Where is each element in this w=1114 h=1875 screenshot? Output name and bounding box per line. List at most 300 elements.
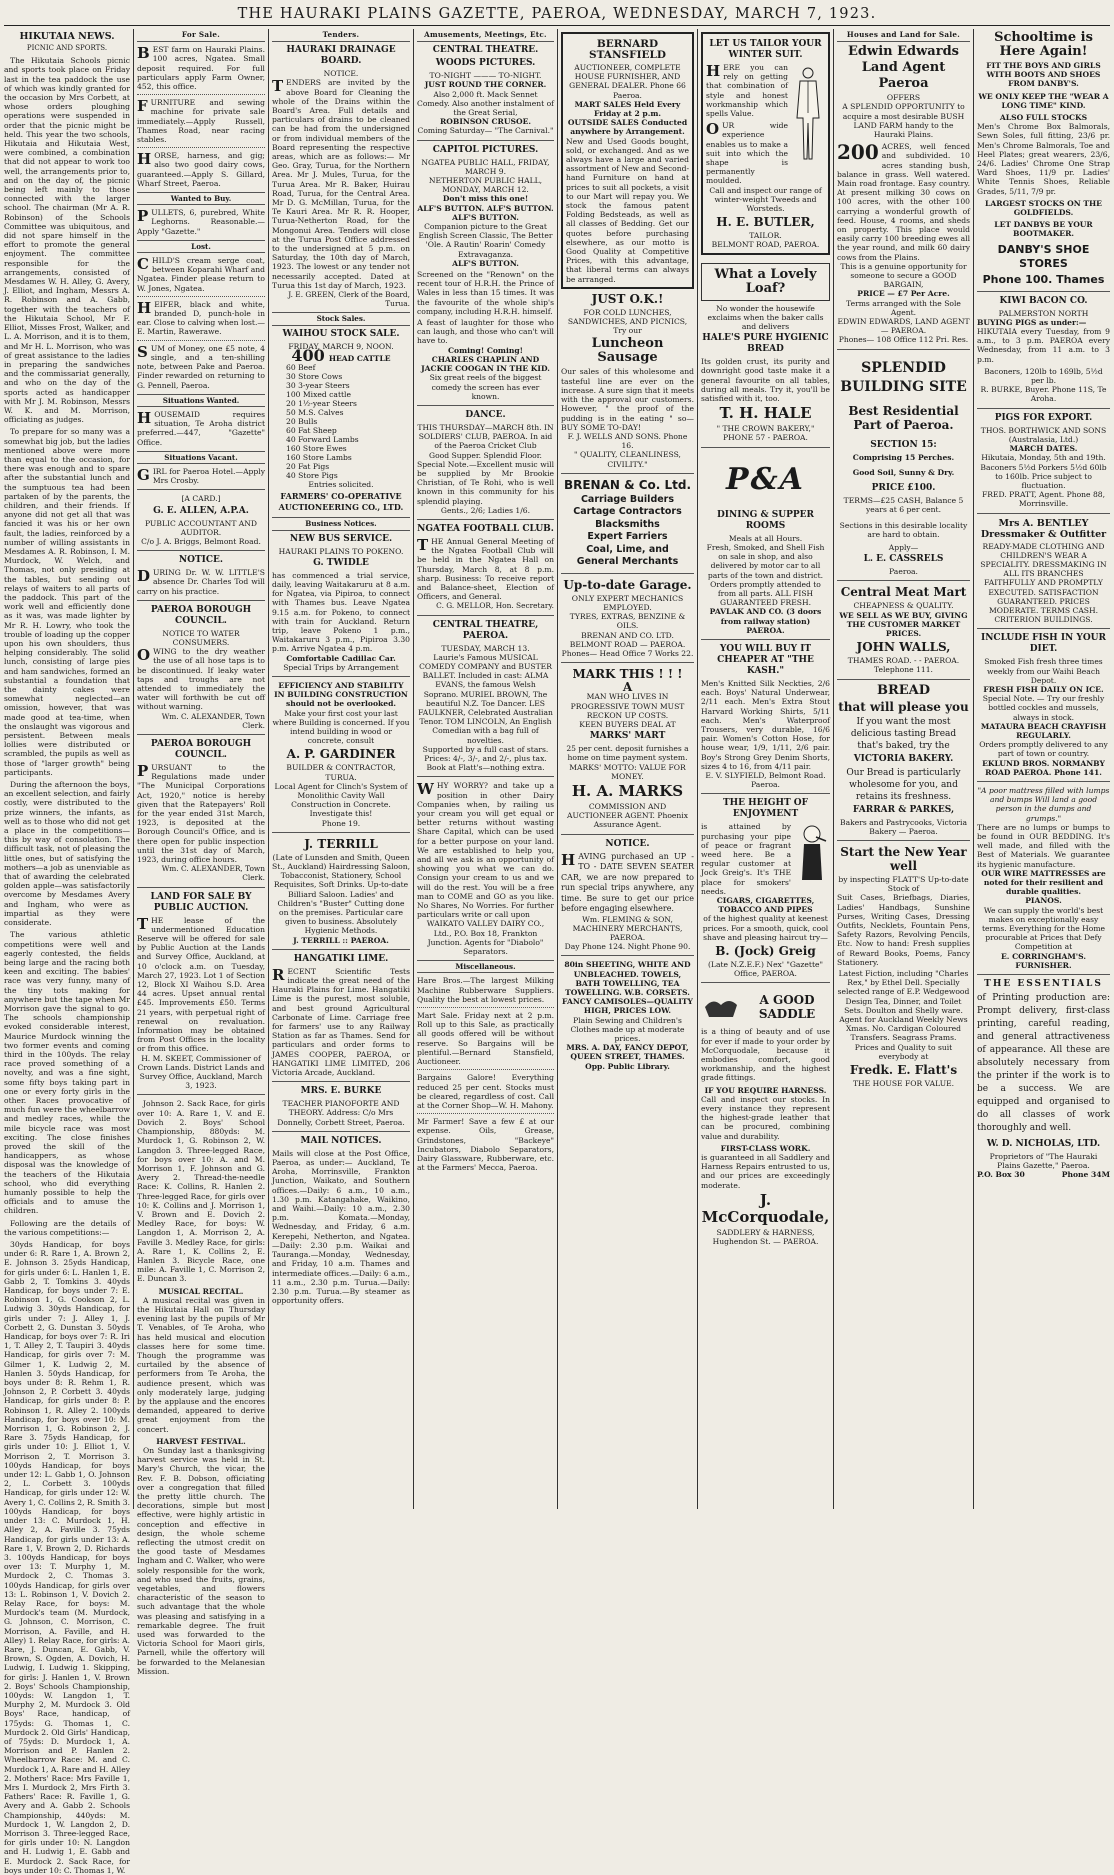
head-count: 400 (291, 345, 325, 365)
column-rule (973, 29, 974, 1509)
site-note: Sections in this desirable locality are hard to obtain. (839, 520, 968, 539)
flatt-body: Latest Fiction, including "Charles Rex," by Ethel Dell. Specially selected range of E.P. Wedgewood Design Tea, Dinner, and Toilet Sets. Doulton and Shelly ware. Agent for Auckland Weekly News Xmas. No. Cardigan Coloured Transfers. Seagrass Prams. (837, 968, 970, 1043)
theatre-subtitle: WOODS PICTURES. (435, 58, 536, 69)
head-label: HEAD CATTLE (328, 353, 391, 363)
column-tenders (272, 29, 410, 1509)
feature-body: A feast of laughter for those who can laugh, and those who can't will have to. (417, 318, 554, 346)
notice-body: TENDERS are invited by the above Board for Cleaning the whole of the Drains within the Board's Area. Full details and particulars of drains to be cleaned can be had from the undersigned or from individual members of the Board representing the respective areas, which are as follows:— Mr Geo. Gray, Turua, for the Northern Area. Mr J. Mules, Turua, for the Turua Area. Mr R. Baker, Huirau Road, Turua, for the Central Area. Mr D. G. McMillan, Turua, for the Te Kauri Area. Mr R. R. Hooper, Turua-Netherton Road, for the Mongonui Area. Tenders will close at the Turua Post Office addressed to the undersigned at 5 p.m. on Saturday, the 10th day of March, 1923. The lowest or any tender not necessarily accepted. Dated at Turua this 1st day of March, 1923. (272, 77, 410, 290)
agent-phones: Phones— 108 Office 112 Pri. Res. (838, 335, 969, 345)
column-rule (697, 29, 698, 1509)
serial-title: ROBINSON CRUSOE. (439, 117, 532, 127)
fish-special: Special Note. — Try our freshly bottled cockles and mussels, always in stock. (982, 694, 1105, 722)
pavlak-logo-icon: P&A (726, 462, 805, 498)
column-amusements (417, 29, 554, 1509)
bus-body: has commenced a trial service, daily, leaving Waitakaruru at 8 a.m. for Ngatea, via Pipiroa, to connect with Thames bus. Leave Ngatea 9.15 a.m. for Pokeno, to connect with train for Auckland. Return trip, leave Pokeno 1 p.m., Waitakaruru 3 p.m., Pipiroa 3.30 p.m. Arrive Ngatea 4 p.m. (272, 570, 410, 654)
garage-heading: Up-to-date Garage. (563, 577, 692, 592)
cattle-item: 40 Forward Lambs (286, 435, 359, 445)
tailor-body: Call and inspect our range of winter-weight Tweeds and Worsteds. (709, 185, 822, 214)
article-paragraph: Johnson 2. Sack Race, for girls over 10: A. Rare 1, V. and E. Dovich 2. Boys' School Championship, 880yds: M. Murdock 1, G. Robinson 2, W. Langdon 3. Three-legged Race, for boys over 10: A. and M. Morrison 1, F. Johnson and G. Avery 2. Thread-the-needle Race: K. Collins, R. Hanlen 2. Three-legged Race, for girls over 10: K. Collins and J. Morrison 1, V. Brown and E. Dovich 2. Medley Race, for boys: W. Langdon 1, A. Morrison 2, A. Faville 3. Medley Race, for girls: A. Rare 1, K. Collins 2, E. Hanlen 3. Bicycle Race, one mile: A. Faville 1, C. Morrison 2, E. Duncan 3. (137, 1099, 265, 1284)
flatt-heading: Start the New Year well (840, 844, 967, 873)
mattress-body: There are no lumps or bumps to be found in OUR BEDDING. It's well made, and filled with the Best of Materials. We guarantee its hygienic manufacture. (977, 822, 1110, 869)
masthead-rule (4, 25, 1110, 26)
article-paragraph: On Sunday last a thanksgiving harvest service was held in St. Mary's Church, the vicar, the Rev. F. B. Dobson, officiating over a congregation that filled the pretty little church. The decorations, simple but most effective, were highly artistic in conception and effective in design, the whole scheme reflecting the utmost credit on the good taste of Mesdames Ingham and C. Walker, who were solely responsible for the work, and who used the fruits, grains, vegetables, and flowers characteristic of the season to such advantage that the whole was pleasing and satisfying in a remarkable degree. The fruit used was forwarded to the Victoria School for Maori girls, Parnell, while the offertory will be forwarded to the Melanesian Mission. (137, 1446, 265, 1676)
dairy-signature: WAIKATO VALLEY DAIRY CO., Ltd., P.O. Box 18, Frankton Junction. Agents for "Diabolo" Separators. (426, 919, 545, 957)
builder-title: BUILDER & CONTRACTOR, TURUA. (286, 763, 396, 782)
saddler-sub: SADDLERY & HARNESS, Hughendon St. — PAEROA. (712, 1227, 819, 1247)
tailor-address: BELMONT ROAD, PAEROA. (711, 240, 820, 250)
brenan-name: BRENAN & Co. Ltd. (563, 477, 692, 492)
classified-ad: FURNITURE and sewing machine for private sale immediately.—Apply Russell, Thames Road, near racing stables. (137, 97, 265, 145)
kash-body: Men's Knitted Silk Neckties, 2/6 each. Boys' Natural Underwear, 2/11 each. Men's Extra Stout Harvard Working Shirts, 5/11 each. Men's Waterproof Trousers, very durable, 16/6 pair. Women's Cotton Hose, for house wear, 1/9, 1/11, 2/6 pair. Boy's Strong Grey Denim Shorts, sizes 4 to 16, from 4/11 pair. (701, 678, 830, 771)
notice-subtitle: NOTICE TO WATER CONSUMERS. (162, 628, 240, 647)
bus-title: NEW BUS SERVICE. (289, 533, 393, 544)
marks-motto: MARKS' MOTTO: VALUE FOR MONEY. (569, 762, 686, 781)
feature-body: Companion picture to the Great English Screen Classic, The Better 'Ole. A Rautin' Roarin' Comedy Extravaganza. (418, 222, 553, 259)
drapery-note: Plain Sewing and Children's Clothes made up at moderate prices. (570, 1015, 685, 1044)
saddle-heading: A GOOD SADDLE (758, 993, 816, 1022)
marks-mart: MARKS' MART (589, 731, 666, 742)
danby-heading: Schooltime is Here Again! (994, 30, 1093, 59)
site-heading: BUILDING SITE (840, 378, 967, 395)
farm-terms: Terms arranged with the Sole Agent. (846, 298, 961, 317)
feature-title: CHARLES CHAPLIN AND JACKIE COOGAN IN THE KID. (421, 354, 550, 374)
agent-signature: EDWIN EDWARDS, LAND AGENT — PAEROA. (837, 317, 970, 336)
classified-ad: HEIFER, black and white, branded D, punch-hole in ear. Close to calving when lost.—E. Martin, Rawerawe. (137, 298, 265, 337)
builder-name: A. P. GARDINER (286, 747, 396, 762)
terrill-body: (Late of Lunsden and Smith, Queen St., Auckland) Hairdressing Saloon, Tobacconist, Stationery, School Requisites, Soft Drinks. Up-to-date Billiard Saloon. Ladies' and Children's "Buster" Cutting done on the premises. Particular care given to business. Absolutely Hygienic Methods. (272, 852, 410, 936)
fish-orders: Orders promptly delivered to any part of town or country. (979, 740, 1108, 759)
cattle-item: 60 Fat Sheep (286, 426, 337, 436)
teacher-title: MRS. E. BURKE (300, 1086, 382, 1097)
section-header: Business Notices. (272, 517, 410, 530)
tailor-body: HERE you can rely on getting that combination of style and honest workmanship which spells Value. (706, 62, 788, 119)
column-rule (413, 29, 414, 1509)
site-terms: TERMS—£25 CASH, Balance 5 years at 6 per cent. (843, 496, 964, 515)
dance-price: Gents., 2/6; Ladies 1/6. (440, 505, 531, 515)
notice-signature: Wm. FLEMING & SON, MACHINERY MERCHANTS, PAEROA. (572, 914, 683, 942)
site-soil: Good Soil, Sunny & Dry. (852, 467, 955, 477)
stansfield-ad (561, 32, 694, 289)
export-dates: MARCH DATES. (1009, 444, 1078, 454)
saddle-body: is a thing of beauty and of use for ever if made to your order by McCorquodale, because it embodies comfort, good workmanship, and the highest grade fittings. (701, 1027, 830, 1083)
mattress-note: OUR WIRE MATTRESSES are noted for their resilient and durable qualities. (981, 868, 1106, 897)
bread-body: If you want the most delicious tasting Bread that's baked, try the (850, 716, 957, 751)
pianos-heading: PIANOS. (1025, 896, 1062, 906)
terrill-signature: J. TERRILL :: PAEROA. (293, 935, 389, 945)
column-rule (833, 29, 834, 1509)
dance-title: DANCE. (465, 409, 506, 420)
greig-name: B. (Jock) Greig (715, 944, 816, 958)
column-land (837, 29, 970, 1509)
column-rule (133, 29, 134, 1509)
notice-signature: H. M. SKEET, Commissioner of Crown Lands. District Lands and Survey Office, Auckland, March 3, 1923. (137, 1053, 265, 1091)
fish-heading: INCLUDE FISH IN YOUR DIET. (981, 633, 1106, 655)
column-hikutaia-news (4, 29, 130, 1875)
brenan-service: Carriage Builders (580, 493, 675, 505)
phone-number: Phone 34M (1061, 1170, 1110, 1180)
lunch-motto: " QUALITY, CLEANLINESS, CIVILITY." (574, 450, 681, 469)
fish-signature: EKLUND BROS. NORMANBY ROAD PAEROA. Phone 141. (982, 758, 1105, 777)
classified-ad: PULLETS, 6, purebred, White Leghorns. Reasonable.—Apply "Gazette." (137, 207, 265, 236)
lunch-signature: F. J. WELLS AND SONS. Phone 16. (567, 431, 688, 451)
theatre-title: CENTRAL THEATRE, PAEROA. (432, 619, 539, 641)
feature-body: Screened on the "Renown" on the recent tour of H.R.H. the Prince of Wales in less than 15 times. It was the favourite of the whole ship's company, including H.R.H. himself. (417, 270, 554, 316)
notice-body: PURSUANT to the Regulations made under "The Municipal Corporations Act, 1920," notice is hereby given that the Ratepayers' Roll for the year ended 31st March, 1923, is deposited at the Borough Council's Office, and is there open for public inspection until the 31st day of March, 1923, during office hours. (137, 761, 265, 865)
justok-heading: JUST O.K.! (591, 291, 664, 306)
cattle-item: 20 Bulls (286, 417, 318, 427)
site-town: Paeroa. (889, 567, 918, 577)
bus-subtitle: HAURAKI PLAINS TO POKENO. (278, 546, 404, 556)
marks-acrostic (561, 692, 694, 729)
drapery-signature: MRS. A. DAY, FANCY DEPOT, QUEEN STREET, THAMES. Opp. Public Library. (566, 1043, 689, 1071)
danby-stocks: Men's Chrome Box Balmorals, Sewn Soles, full fitting, 23/6 pr. Men's Chrome Balmorals, Toe and Heel Plates; great wearers, 23/6, 24/6. Ladies' Chrome One Strap Ward Shoes, 11/9 pr. Ladies' White Tennis Shoes, Reliable Grades, 5/11, 7/9 pr. (977, 122, 1110, 196)
misc-ad: Bargains Galore! Everything reduced 25 per cent. Stocks must be cleared, regardless of cost. Call at the Corner Shop—W. H. Mahony. (417, 1073, 554, 1110)
tailor-heading: LET US TAILOR YOUR WINTER SUIT. (709, 39, 822, 60)
harness-body: Call and inspect our stocks. In every instance they represent the highest-grade leather that can be procured, combining value and durability. (701, 1094, 830, 1141)
loaf-banner (701, 263, 830, 301)
outside-sales: OUTSIDE SALES Conducted anywhere by Arrangement. (567, 118, 688, 137)
cattle-item: 30 3-year Steers (286, 381, 350, 391)
feature-title: ALF'S BUTTON. ALF'S BUTTON. ALF'S BUTTON. (417, 203, 554, 222)
results-paragraph: 30yds Handicap, for boys under 6: R. Rare 1, A. Brown 2, E. Johnson 3. 25yds Handicap, for girls under 6: L. Hanlen 1, E. Gabb 2, T. Tomkins 3. 40yds Handicap, for boys under 7: E. Robinson 1, G. Cookson 2, L. Ludwig 3. 30yds Handicap, for girls under 7: J. Alley 1, J. Corbett 2, G. Dunstan 3. 50yds Handicap, for boys over 7: R. Iri 1, T. Alley 2, T. Taupiri 3. 40yds Handicap, for girls over 7: M. Gilmer 1, K. Ludwig 2, M. Hanlen 3. 50yds Handicap, for boys under 8: R. Rehm 1, R. Johnson 2, P. Corbett 3. 40yds Handicap, for girls under 8: P. Robinson 1, R. Alley 2. 100yds Handicap, for boys over 10: M. Morrison 1, G. Robinson 2, J. Rare 3. 75yds Handicap, for girls under 10: J. Elliot 1, V. Morrison 2, T. Morrison 3. 100yds Handicap, for boys under 12: L. Gabb 1, O. Johnson 2, L. Corbett 3. 100yds Handicap, for girls under 12: W. Avery 1, C. Collins 2, R. Smith 3. 100yds Handicap, for boys under 13: C. Murdock 1, H. Alley 2, A. Faville 3. 75yds Handicap, for girls under 13: A. Rare 1, V. Brown 2, D. Richards 3. 100yds Handicap, for boys over 13: T. Murphy 1, M. Murdock 2, C. Thomas 3. 100yds Handicap, for girls over 13: L. Robinson 1, V. Dovich 2. Relay Race, for boys: M. Murdock's team (M. Murdock, G. Johnson, C. Morrison, C. Morrison, A. Faville, and H. Alley) 1. Relay Race, for girls: A. Rare, J. Duncan, E. Gabb, V. Brown, S. Ogden, A. Dovich, H. Ludwig, I. Ludwig 1. Skipping, for girls: J. Hanlen 1, V. Brown 2. Boys' Schools Championship, 100yds: W. Langdon 1, T. Murphy 2, M. Murdock 3. Old Boys' Race, handicap, of 175yds: G. Thomas 1, C. Murdock 2. Old Girls' Handicap, of 75yds: D. Murdock 1, A. Morrison and P. Hanlen 2. Wheelbarrow Race: M. and C. Murdock 1, A. Rare and H. Alley 2. Mothers' Race: Mrs Faville 1, Mrs I. Murdock 2, Mrs Firth 3. Fathers' Race: R. Faville 1, G. Avery and A. Gabb 2. Schools Championship, 440yds: M. Murdock 1, W. Langdon 2, D. Morrison 3. Three-legged Race, for girls under 10: N. Langdon and H. Ludwig 1, E. Gabb and E. Murdock 2. Sack Race, for boys under 10: C. Thomas 1, W. (4, 1240, 130, 1875)
column-rule (268, 29, 269, 1509)
lunch-product: Luncheon Sausage (591, 336, 664, 366)
classified-ad: CHILD'S cream serge coat, between Koparahi Wharf and Ngatea. Finder please return to W. Jones, Ngatea. (137, 255, 265, 293)
column-ads-c (977, 29, 1110, 1509)
cattle-item: 30 Store Cows (286, 372, 343, 382)
bread-subheading: that will please you (838, 699, 969, 714)
terrill-name: J. TERRILL (304, 836, 378, 851)
site-size: Comprising 15 Perches. (852, 452, 955, 462)
classified-ad: SUM of Money, one £5 note, 4 single, and a ten-shilling note, between Pake and Paeroa. Finder rewarded on returning to G. Pennell, Paeroa. (137, 342, 265, 390)
theatre-date: TUESDAY, MARCH 13. (441, 643, 530, 653)
mail-title: MAIL NOTICES. (300, 1135, 382, 1146)
printer-name: W. D. NICHOLAS, LTD. (986, 1139, 1101, 1150)
article-subtitle: MUSICAL RECITAL. (158, 1286, 244, 1296)
bus-trips: Special Trips by Arrangement (283, 662, 399, 672)
card-line: PUBLIC ACCOUNTANT AND AUDITOR. (144, 518, 258, 537)
hale-signature: " THE CROWN BAKERY," PHONE 57 - PAEROA. (716, 424, 815, 443)
misc-ad: Mr Farmer! Save a few £ at our expense. Oils, Grease, Grindstones, "Backeye" Incubators, Diabolo Separators, Dairy Glassware, Rubberware, etc. at the Farmers' Mecca, Paeroa. (417, 1117, 554, 1173)
notice-signature: Wm. C. ALEXANDER, Town Clerk. (161, 864, 265, 883)
bus-owner: G. TWIDLE (313, 557, 369, 568)
cattle-item: 40 Store Pigs (286, 471, 338, 481)
meat-sub: CHEAPNESS & QUALITY. (853, 601, 954, 611)
baker-name: FARRAR & PARKES, (852, 804, 955, 815)
flatt-body: Prices and Quality to suit everybody at (854, 1042, 953, 1061)
sale-company: FARMERS' CO-OPERATIVE AUCTIONEERING CO., LTD. (278, 491, 404, 513)
smoker-figure-icon (794, 822, 830, 882)
section-header: Houses and Land for Sale. (837, 29, 970, 42)
saddle-icon (701, 987, 741, 1027)
card-name: G. E. ALLEN, A.P.A. (153, 505, 249, 516)
bakery-name: VICTORIA BAKERY. (853, 753, 954, 764)
export-agent: FRED. PRATT, Agent. Phone 88, Morrinsville. (981, 490, 1106, 509)
fish-crayfish: MATAURA BEACH CRAYFISH REGULARLY. (980, 721, 1107, 740)
po-box: P.O. Box 30 (977, 1170, 1025, 1180)
article-paragraph: A musical recital was given in the Hikutaia Hall on Thursday evening last by the pupils of Mr T. Venables, of Te Aroha, who has held musical and elocution classes here for some time. Though the programme was curtailed by the absence of performers from Te Aroha, the audience present, which was only moderately large, judging by the applause and the encores demanded, appeared to derive great enjoyment from the concert. (137, 1295, 265, 1434)
theatre-title: CENTRAL THEATRE. (432, 45, 539, 56)
brenan-services (561, 494, 694, 569)
site-agent: L. E. CASSRELS (863, 554, 944, 565)
danby-phone: Phone 100. Thames (982, 272, 1105, 286)
meat-name: JOHN WALLS, (856, 640, 951, 655)
sale-title: WAIHOU STOCK SALE. (282, 328, 400, 339)
cattle-item: 20 1½-year Steers (286, 399, 357, 409)
meeting-title: NGATEA FOOTBALL CLUB. (417, 523, 554, 534)
greig-sub: (Late N.Z.E.F.) Nex' "Gazette" Office, PAEROA. (707, 960, 824, 979)
agent-title: Land Agent (861, 60, 946, 76)
kiwi-sub: PALMERSTON NORTH (998, 308, 1089, 318)
pavlak-subtitle: Meals at all Hours. (728, 533, 803, 543)
danby-bootmaker: LET DANBYS BE YOUR BOOTMAKER. (994, 220, 1093, 239)
danby-stores: DANBY'S SHOE STORES (997, 242, 1090, 270)
farm-price: PRICE — £7 Per Acre. (857, 289, 950, 299)
pigs-price: Baconers, 120lb to 169lb, 5½d per lb. (984, 366, 1103, 386)
lunch-head: FOR COLD LUNCHES, SANDWICHES, AND PICNICS, Try our (567, 307, 688, 336)
classified-ad: HOUSEMAID requires situation, Te Aroha district preferred.—447, "Gazette" Office. (137, 408, 265, 447)
marks-acrostic-line: MAN WHO LIVES IN (586, 692, 669, 702)
theatre-body: Laurie's Famous MUSICAL COMEDY COMPANY and BUSTER BALLET. Included in cast: ALMA EVANS, the famous Welsh Soprano. MURIEL BROWN, The beautiful N.Z. Toe Dancer. LES FAULKNER, Celebrated Australian Tenor. TOM LINCOLN, An English Comedian with a bag full of novelties. (418, 652, 553, 745)
section-header: Situations Vacant. (137, 451, 265, 464)
flatt-body: Suit Cases, Briefbags, Diaries, Ladies' Handbags, Sunshine Purses, Writing Cases, Dressing Outfits, Necklets, Fountain Pens, Safety Razors, Revolving Pencils, Etc. Now to hand: Fresh supplies of Reward Books, Poems, Fancy Stationery. (837, 893, 970, 967)
stansfield-text: New and Used Goods bought, sold, or exchanged. And as we always have a large and varied assortment of New and Second-hand Furniture on hand at prices to suit all pockets, a visit to our Mart will repay you. We stock the famous patent Folding Bedsteads, as well as all classes of Bedding. Get our quotes before purchasing elsewhere, as our motto is Good Quality at Competitive Prices, with this advantage, that liberal terms can always be arranged. (566, 136, 690, 284)
work-body: is guaranteed in all Saddlery and Harness Repairs entrusted to us, and our prices are exceedingly moderate. (701, 1153, 830, 1190)
article-paragraph: The Hikutaia Schools picnic and sports took place on Friday last in the tea paddock the use of which was kindly granted for the occasion by Mrs Corbett, at whose orders ploughing operations were suspended in order that the picnic might be held. This year the two schools, Hikutaia and Hikutaia West, were combined, a combination that did not appear to work too well, the arrangements prior to, and on the day of, the picnic being left mainly to those connected with the larger school. The chairman (Mr A. R. Robinson) of the Schools Committee was ubiquitous, and did not spare himself in the effort to promote the general enjoyment. The committee responsible for the arrangements, consisted of Mesdames W. H. Alley, G. Avery, J. Elliot, and Ingham, Messrs A. R. Robinson and A. Gabb, together with the teachers of the Hikutaia School, Mr F. Elliot, Misses Frost, Walker, and L. A. Morrison, and it is to them, and Mr H. L. Morrison, who was of great assistance to the ladies in preparing the sandwiches and the commissariat generally, and who on the day of the sports acted as handicapper with Mr J. M. Robinson, Messrs W. K. and M. Morrison, officiating as judges. (4, 56, 130, 425)
section-header: For Sale. (137, 29, 265, 42)
agent-name: Edwin Edwards (848, 44, 959, 60)
section-header: Wanted to Buy. (137, 192, 265, 205)
lime-title: HANGATIKI LIME. (293, 953, 389, 964)
marks-acrostic-line: PROGRESSIVE TOWN MUST (570, 701, 685, 711)
danby-keep: WE ONLY KEEP THE "WEAR A LONG TIME" KIND. (978, 91, 1109, 110)
notice-signature: J. E. GREEN, Clerk of the Board, Turua. (288, 290, 410, 309)
feature-body: Also 2,000 ft. Mack Sennet Comedy. Also another instalment of the Great Serial, (417, 89, 554, 118)
theatre-note: Supported by a full cast of stars. (422, 744, 549, 754)
article-subtitle: HARVEST FESTIVAL. (156, 1436, 246, 1446)
export-heading: PIGS FOR EXPORT. (994, 412, 1093, 423)
builder-phone: Phone 19. (321, 818, 361, 828)
notice-body: HAVING purchased an UP - TO - DATE SEVEN SEATER CAR, we are now prepared to run special trips anywhere, any time. Be sure to get our price before engaging elsewhere. (561, 850, 694, 914)
mattress-heading: "A poor mattress filled with lumps and bumps Will land a good person in the dumps and grumps." (977, 785, 1110, 823)
flatt-sub: by inspecting FLATT'S Up-to-date Stock of (838, 874, 969, 894)
column-ads-a (561, 29, 694, 1509)
printing-heading: THE ESSENTIALS (984, 979, 1103, 990)
brenan-service: Cartage Contractors (573, 506, 682, 518)
hale-name: T. H. HALE (719, 404, 812, 423)
work-heading: FIRST-CLASS WORK. (720, 1143, 811, 1153)
notice-title: PAEROA BOROUGH COUNCIL. (150, 738, 252, 760)
flatt-slogan: THE HOUSE FOR VALUE. (852, 1079, 955, 1088)
marks-acrostic-line: RECKON UP COSTS. (586, 710, 669, 720)
notice-body: OWING to the dry weather the use of all hose taps is to be discontinued. If leaky water taps and troughs are not attended to immediately the water will forthwith be cut off without warning. (137, 646, 265, 712)
notice-title: HAURAKI DRAINAGE BOARD. (286, 45, 396, 67)
column-classifieds (137, 29, 265, 1676)
section-header: Situations Wanted. (137, 394, 265, 407)
article-paragraph: During the afternoon the boys, an excellent selection, and fairly costly, were distributed to the prize winners, the infants, as well as to those who did not get a place in the competitions—this by way of consolation. The difficult task, not of pleasing the little ones, but of satisfying the mothers—a job as unenviable as that of awarding the celebrated golden apple—was satisfactorily overcome by Mesdames Avery and Ingham, who were as impartial as they were considerate. (4, 780, 130, 928)
marks-letter: A (622, 680, 633, 695)
notice-body: THE lease of the undermentioned Education Reserve will be offered for sale by Public Auction at the Lands and Survey Office, Auckland, at 10 o'clock a.m. on Tuesday, March 27, 1923. Lot 1 of Section 12, Block XI Waihou S.D. Area 44 acres. Upset annual rental £45. Improvements £50. Terms 21 years, with perpetual right of renewal on revaluation. Information may be obtained from Post Offices in the locality or from this office. (137, 914, 265, 1054)
stansfield-body: AUCTIONEER, COMPLETE HOUSE FURNISHER, AND GENERAL DEALER. Phone 66 Paeroa. (569, 63, 686, 100)
agent-town: Paeroa (878, 76, 929, 92)
pavlak-body: Fresh, Smoked, and Shell Fish on sale in shop, and also delivered by motor car to all parts of the town and district. Orders promptly attended to from all parts. ALL FISH GUARANTEED FRESH. (706, 542, 825, 608)
tailor-ad (701, 32, 830, 255)
feature-title: JUST ROUND THE CORNER. (424, 80, 547, 90)
site-section: SECTION 15: (870, 439, 937, 450)
dance-supper: Good Supper. Splendid Floor. (429, 450, 542, 460)
venue: NGATEA PUBLIC HALL, FRIDAY, MARCH 9. (421, 157, 550, 176)
garage-phones: Phones— Head Office 7 Works 22. (561, 648, 694, 658)
site-heading: SPLENDID (861, 359, 946, 376)
dressmaker-heading: Mrs A. BENTLEY Dressmaker & Outfitter (980, 517, 1107, 540)
notice-phone: Day Phone 124. Night Phone 90. (564, 942, 691, 952)
furnisher-name: E. CORRINGHAM'S. FURNISHER. (1001, 951, 1086, 970)
cattle-item: 160 Store Lambs (286, 453, 352, 463)
section-header: Amusements, Meetings, Etc. (417, 29, 554, 42)
tailor-body: OUR wide experience enables us to make a suit into which the shape is permanently moulded. (706, 120, 788, 186)
feature-body: Six great reels of the biggest comedy the screen has ever known. (429, 373, 542, 401)
kash-heading: YOU WILL BUY IT CHEAPER AT "THE KASH." (717, 643, 814, 676)
loaf-heading: What a Lovely Loaf? (714, 266, 817, 296)
classified-ad: BEST farm on Hauraki Plains. 100 acres, Ngatea. Small deposit required. For full particulars apply Farm Owner, 452, this office. (137, 44, 265, 92)
classified-ad: GIRL for Paeroa Hotel.—Apply Mrs Crosby. (137, 465, 265, 486)
offers: OFFERS (886, 93, 921, 103)
promo-line: Don't miss this one! (442, 194, 529, 204)
brenan-service: Blacksmiths (595, 518, 660, 530)
coming-note: Coming Saturday— "The Carnival." (417, 126, 554, 136)
column-ads-b (701, 29, 830, 1509)
brenan-service: Expert Farriers (587, 531, 668, 543)
theatre-prices: Prices: 4/-, 3/-, and 2/-, plus tax. Book at Flatt's—nothing extra. (424, 754, 547, 773)
garage-line: TYRES, EXTRAS, BENZINE & OILS. (569, 612, 686, 631)
meeting-body: THE Annual General Meeting of the Ngatea Football Club will be held in the Ngatea Hall on Thursday, March 8, at 8 p.m. sharp. Business: To receive report and Balance-sheet, Election of Officers, and General. (417, 535, 554, 602)
cattle-item: 20 Fat Pigs (286, 462, 330, 472)
harness-heading: IF YOU REQUIRE HARNESS. (704, 1085, 827, 1095)
pianos-body: We can supply the world's best makes on exceptionally easy terms. Everything for the Home procurable at Prices that Defy Competition at (981, 905, 1106, 952)
dressmaker-body: READY-MADE CLOTHING AND CHILDREN'S WEAR A SPECIALITY. DRESSMAKING IN ALL ITS BRANCHES FAITHFULLY AND PROMPTLY EXECUTED. SATISFACTION GUARANTEED. PRICES MODERATE. TERMS CASH. CRITERION BUILDINGS. (980, 541, 1107, 625)
marks-acrostic-line: KEEN BUYERS DEAL AT (579, 719, 676, 729)
brenan-service: General Merchants (576, 556, 679, 568)
sale-date: FRIDAY, MARCH 9, NOON. (288, 341, 394, 351)
pavlak-signature: PAVLAK AND CO. (3 doors from railway station) PAEROA. (709, 607, 822, 635)
garage-line: ONLY EXPERT MECHANICS EMPLOYED. (571, 593, 684, 612)
coming-note: Coming! Coming! (447, 345, 524, 355)
article-paragraph: To prepare for so many was a somewhat big job, but the ladies mentioned above were more than equal to the occasion, for there was enough and to spare after the substantial lunch and the sumptuous tea had been partaken of by the parents, the children, and their friends. If anyone did not get all that was fancied it was his or her own fault, the ladies, reinforced by a number of willing assistants in Mesdames A. R. Robinson, I. M. Murdock, W. Welch, and Thomas, not only presiding at the tables, but sending out relays of waiters to all parts of the paddock. This part of the work well and efficiently done as it was, was made lighter by Mr R. H. Lowry, who took the trouble of loading up the copper upon his own shoulders, thus helping considerably. The solid lunch, consisting of large pies and ham sandwiches, formed an substantial a foundation that the dainty cakes were somewhat neglected—an omission, however, that was made good at tea-time, when the onslaught was vigorous and persistent. Between meals lollies were distributed or scrambled, the pupils as well as those of "larger growth" being participants. (4, 427, 130, 777)
greig-cigars: CIGARS, CIGARETTES, TOBACCO AND PIPES (716, 895, 815, 915)
kash-signature: E. V. SLYFIELD, Belmont Road. Paeroa. (705, 770, 826, 790)
garage-signature: BRENAN AND CO. LTD. BELMONT ROAD — PAEROA. (569, 630, 686, 649)
card-line: C/o J. A. Briggs, Belmont Road. (141, 536, 261, 546)
tailor-title: TAILOR. (749, 231, 782, 241)
lime-body: RECENT Scientific Tests indicate the great need of the Hauraki Plains for Lime. Hangatiki Lime is the purest, most soluble, and best ground Agricultural Carbonate of Lime. Carriage free for farmers' use to any Railway Station as far as Thames. Send for particulars and order forms to JAMES COOPER, PAEROA, or HANGATIKI LIME LIMITED, 206 Victoria Arcade, Auckland. (272, 965, 410, 1078)
greig-body: is attained by purchasing your pipe of peace or fragrant weed here. Be a regular customer at Jock Greig's. It's THE place for smokers' needs. (701, 822, 791, 896)
drapery-ad: 80in SHEETING, WHITE AND UNBLEACHED. TOWELS, BATH TOWELLING, TEA TOWELLING. W.B. CORSETS. FANCY CAMISOLES—QUALITY HIGH, PRICES LOW. (562, 960, 693, 1016)
bread-body: Our Bread is particularly wholesome for you, and retains its freshness. (846, 767, 961, 802)
bread-heading: BREAD (876, 682, 931, 698)
notice-title: NOTICE. (178, 555, 224, 566)
meat-address: THAMES ROAD. - - PAEROA. Telephone 111. (847, 656, 960, 675)
section-header: Tenders. (272, 29, 410, 42)
export-body: Hikutaia, Monday, 5th and 19th. Baconers 5½d Porkers 5½d 60lb to 160lb. Price subject to fluctuation. (980, 453, 1107, 490)
dance-body: THIS THURSDAY—MARCH 8th. IN SOLDIERS' CLUB, PAEROA. In aid of the Paeroa Cricket Club (417, 422, 554, 451)
hale-bread: HALE'S PURE HYGIENIC BREAD (702, 333, 829, 355)
section-header: Stock Sales. (272, 312, 410, 325)
greig-body: of the highest quality at keenest prices. For a smooth, quick, cool shave and pleasing haircut try— (702, 914, 829, 942)
pavlak-title: DINING & SUPPER ROOMS (717, 509, 814, 531)
cattle-list (272, 363, 424, 480)
site-price: PRICE £100. (871, 483, 936, 494)
danby-fit: FIT THE BOYS AND GIRLS WITH BOOTS AND SHOES FROM DANBY'S. (986, 61, 1101, 89)
pigs-buyer: R. BURKE, Buyer. Phone 11S, Te Aroha. (980, 385, 1107, 404)
venue: NETHERTON PUBLIC HALL, MONDAY, MARCH 12. (428, 176, 543, 195)
marks-sub: COMMISSION AND AUCTIONEER AGENT. Phoenix Assurance Agent. (566, 801, 689, 830)
dance-notice: Special Note.—Excellent music will be supplied by Mr Brookie Christian, of Te Rohi, who is well known in this community for his splendid playing. (417, 459, 554, 506)
builder-body: Make your first cost your last where Building is concerned. If you intend building in wood or concrete, consult (272, 708, 410, 746)
fish-daily: FRESH FISH DAILY ON ICE. (983, 684, 1104, 694)
classified-ad: HORSE, harness, and gig; also two good dairy cows, guaranteed.—Apply S. Gillard, Wharf Street, Paeroa. (137, 150, 265, 188)
pigs-heading: BUYING PIGS as under:— (977, 317, 1087, 327)
notice-title: PAEROA BOROUGH COUNCIL. (150, 604, 252, 626)
mart-sales: MART SALES Held Every Friday at 2 p.m. (574, 99, 681, 119)
brenan-service: Coal, Lime, and (586, 543, 669, 555)
article-paragraph: Following are the details of the various competitions:— (4, 1218, 130, 1237)
cattle-item: 60 Beef (286, 363, 316, 373)
printing-body: of Printing production are: Prompt delivery, first-class printing, careful reading, and general attractiveness of appearance. All these are absolutely necessary from the printer if the work is to be a success. We are equipped and organised to do all classes of work thoroughly and well. (977, 993, 1110, 1134)
dairy-ad: WHY WORRY? and take up a position in other Dairy Companies when, by railing us your cream you will get equal or better returns without wasting Share Capital, which can be used for a better purpose on your land. We are established to help you, and all we ask is an opportunity of showing you what we can do. Consign your cream to us and we will do the rest. You will be a free man to COME and GO as you like. No Shares, No Worries. For further particulars write or call upon (417, 780, 554, 920)
meeting-signature: C. G. MELLOR, Hon. Secretary. (436, 601, 554, 611)
bus-car: Comfortable Cadillac Car. (286, 653, 396, 663)
baker-sub: Bakers and Pastrycooks, Victoria Bakery — Paeroa. (840, 817, 967, 836)
mail-body: Mails will close at the Post Office, Paeroa, as under:— Auckland, Te Aroha, Morrinsville, Frankton Junction, Waikato, and Southern offices.—Daily: 6 a.m., 10 a.m., 1.30 p.m. Katangahake, Waikino, and Waihi.—Daily: 10 a.m., 2.30 p.m. Komata.—Monday, Wednesday, and Friday, 6 a.m. Kerepehi, Netherton, and Ngatea.—Daily: 2.30 p.m. Waikai and Tauranga.—Monday, Wednesday, and Friday, 10 a.m. Thames and intermediate offices.—Daily: 6 a.m., 11 a.m., 2.30 p.m. Turua.—Daily: 2.30 p.m. Turua.—By steamer as opportunity offers. (272, 1148, 410, 1306)
greig-heading: THE HEIGHT OF ENJOYMENT (722, 798, 809, 820)
export-company: THOS. BORTHWICK AND SONS (Australasia, Ltd.) (980, 425, 1107, 444)
meat-heading: Central Meat Mart (840, 585, 967, 600)
notice-subtitle: NOTICE. (323, 69, 359, 79)
card-label: [A CARD.] (181, 494, 221, 504)
bargain-text: This is a genuine opportunity for someone to secure a GOOD BARGAIN, (840, 261, 967, 290)
masthead: THE HAURAKI PLAINS GAZETTE, PAEROA, WEDNESDAY, MARCH 7, 1923. (237, 6, 877, 22)
article-title: HIKUTAIA NEWS. (19, 31, 115, 42)
lunch-body: Our sales of this wholesome and tasteful line are ever on the increase. A sure sign that it meets with the approval our customers. However, " the proof of the pudding is in the eating " so— BUY SOME TO-DAY! (561, 367, 694, 432)
notice-title: LAND FOR SALE BY PUBLIC AUCTION. (150, 891, 252, 913)
pigs-body: HIKUTAIA every Tuesday, from 9 a.m., to 3 p.m. PAEROA every Wednesday, from 11 a.m. to 3 p.m. (977, 327, 1110, 364)
builder-heading: EFFICIENCY AND STABILITY IN BUILDING CONSTRUCTION should not be overlooked. (274, 680, 408, 709)
section-header: Miscellaneous. (417, 960, 554, 973)
site-location: Best Residential Part of Paeroa. (848, 403, 959, 432)
tailor-name: H. E. BUTLER, (716, 215, 815, 230)
pictures-title: CAPITOL PICTURES. (432, 144, 539, 155)
column-rule (557, 29, 558, 1509)
fish-body: Smoked Fish fresh three times weekly from our Waihi Beach Depot. (984, 657, 1103, 685)
tailor-figure-icon (791, 63, 825, 163)
danby-largest: LARGEST STOCKS ON THE GOLDFIELDS. (985, 198, 1102, 218)
saddler-name: J. McCorquodale, (701, 1190, 830, 1226)
cattle-item: 100 Mixed cattle (286, 390, 351, 400)
theatre-tonight: TO-NIGHT ——— TO-NIGHT. (429, 71, 542, 81)
farm-description: 200 ACRES, well fenced and subdivided. 10 acres standing bush, balance in grass. Well watered. Main road frontage. Easy country. At present milking 30 cows on 100 acres, with the other 100 carrying a wonderful growth of feed. House, 4 rooms, and sheds on property. This place would easily carry 100 breeding ewes all the year round, and milk 60 dairy cows from the Plains. (837, 140, 970, 262)
article-paragraph: The various athletic competitions were well and eagerly contested, the fields being large and the racing both keen and exciting. The babies' race was very funny, many of the tiny tots making for anywhere but the tape when Mr Morrison gave the signal to go. The schools championship evoked considerable interest, Maurice Murdock winning the two former events and coming third in the 100yds. The relay race proved something of a novelty, and was a fine sight, some fifty boys taking part in one or every forty girls in the other. Races provocative of much fun were the wheelbarrow and medley races, while the mile bicycle race was most exciting. The close finishes proved the skill of the handicappers, as whose disposal was the knowledge of the teachers of the Hikutaia school, who did everything humanly possible to help the officials and to amuse the children. (4, 930, 130, 1216)
hale-body: No wonder the housewife exclaims when the baker calls and delivers (707, 303, 824, 332)
opportunity-text: A SPLENDID OPPORTUNITY to acquire a most desirable BUSH LAND FARM handy to the Hauraki Plains. (842, 102, 965, 140)
kiwi-heading: KIWI BACON CO. (999, 295, 1088, 306)
sale-entries: Entries solicited. (308, 480, 374, 490)
marks-name: H. A. MARKS (571, 781, 684, 800)
danby-also: ALSO FULL STOCKS (999, 113, 1088, 123)
notice-body: DURING Dr. W. W. LITTLE'S absence Dr. Charles Tod will carry on his practice. (137, 567, 265, 596)
misc-ad: Hare Bros.—The largest Milking Machine Rubberware Suppliers. Quality the best at lowest prices. (417, 976, 554, 1004)
marks-terms: 25 per cent. deposit furnishes a home on time payment system. (566, 744, 689, 763)
feature-title: ALF'S BUTTON. (452, 258, 519, 268)
